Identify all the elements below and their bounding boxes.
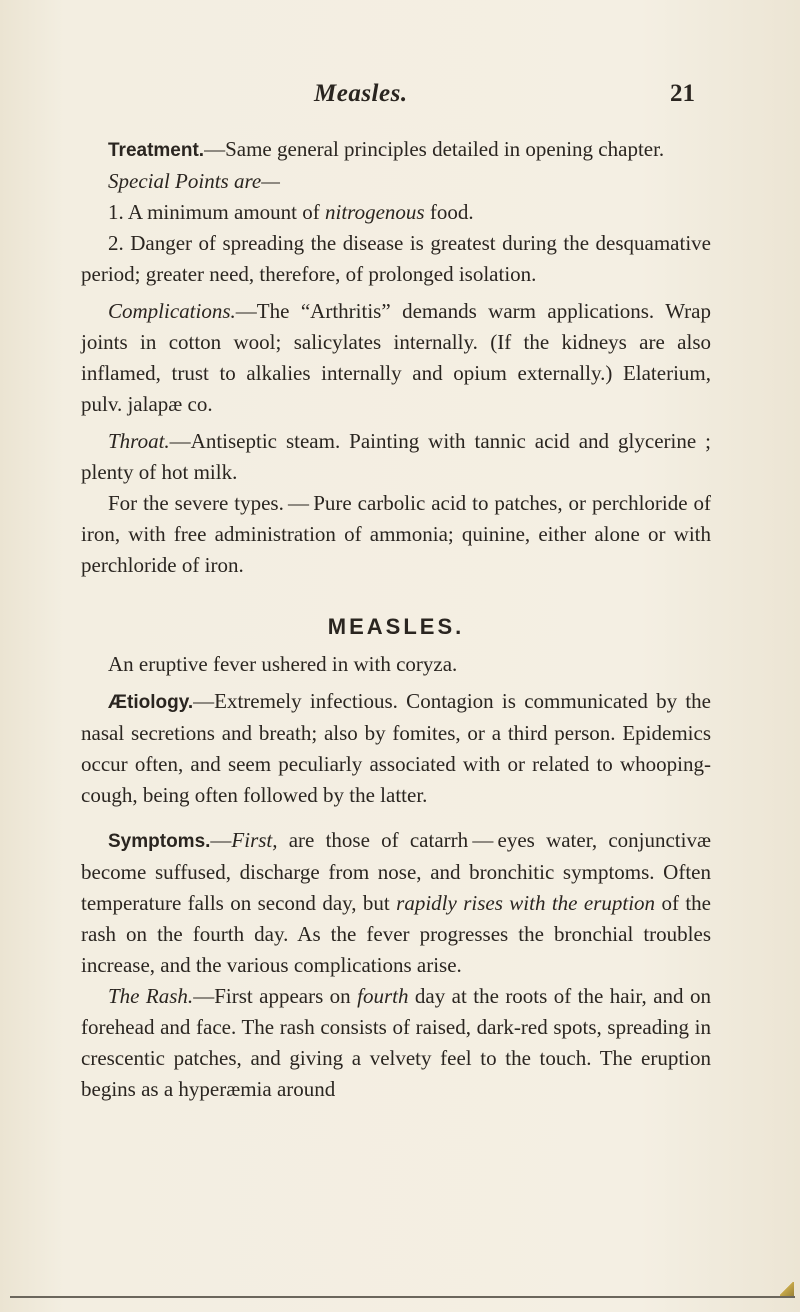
section-heading-measles: MEASLES. (327, 614, 465, 639)
aetiology-paragraph (81, 686, 711, 811)
definition-paragraph: An eruptive fever ushered in with coryza. (108, 652, 458, 676)
throat-paragraph (81, 426, 711, 488)
point-1-emphasis: nitrogenous (325, 200, 425, 224)
body-text (81, 134, 711, 1105)
throat-label: Throat. (108, 429, 170, 453)
symptoms-text-1: are those of catarrh — eyes water, conjunctivæ become suffused, discharge from nose, and bronchitic symptoms. Often temperature falls on second day, but (81, 828, 711, 915)
symptoms-text-2: of the rash on the fourth day. As the fever progresses the bronchial troubles increase, and the various complications arise. (81, 891, 711, 977)
aetiology-text: —Extremely infectious. Contagion is communicated by the nasal secretions and breath; also by fomites, or a third person. Epidemics occur often, and seem peculiarly associated with or related to whooping-cough, being often followed by the latter. (81, 689, 711, 807)
page-corner-mark (780, 1282, 794, 1296)
complications-paragraph (81, 296, 711, 420)
special-points-label: Special Points are— (108, 169, 280, 193)
symptoms-paragraph (81, 825, 711, 981)
treatment-text: —Same general principles detailed in opening chapter. (204, 137, 665, 161)
symptoms-emphasis: rapidly rises with the eruption (396, 891, 656, 915)
symptoms-dash: — (210, 828, 232, 852)
aetiology-lead: Ætiology. (108, 692, 194, 713)
treatment-lead: Treatment. (108, 140, 205, 161)
severe-types-paragraph: For the severe types. — Pure carbolic acid to patches, or perchloride of iron, with free administration of ammonia; quinine, either alone or with perchloride of iron. (81, 491, 711, 577)
point-1-text: 1. A minimum amount of (108, 200, 326, 224)
complications-label: Complications. (108, 299, 236, 323)
point-1-end: food. (424, 200, 474, 224)
point-2: 2. Danger of spreading the disease is greatest during the desquamative period; greater need, therefore, of prolonged isolation. (81, 231, 711, 286)
rash-text-1: —First appears on (193, 984, 358, 1008)
running-head-title: Measles. (314, 80, 408, 107)
rash-label: The Rash. (108, 984, 194, 1008)
treatment-paragraph (81, 134, 711, 166)
rash-emphasis: fourth (357, 984, 409, 1008)
symptoms-lead: Symptoms. (108, 831, 211, 852)
rash-paragraph (81, 981, 711, 1105)
bottom-rule (10, 1296, 795, 1298)
point-1 (81, 197, 711, 228)
page-number: 21 (670, 80, 695, 107)
symptoms-first: First, (231, 828, 278, 852)
rash-text-2: day at the roots of the hair, and on forehead and face. The rash consists of raised, dark-red spots, spreading in crescentic patches, and giving a velvety feel to the touch. The eruption begins as a hyperæmia around (81, 984, 711, 1101)
running-head (0, 80, 800, 120)
throat-text: —Antiseptic steam. Painting with tannic acid and glycerine ; plenty of hot milk. (81, 429, 711, 484)
complications-text: —The “Arthritis” demands warm applications. Wrap joints in cotton wool; salicylates internally. (If the kidneys are also inflamed, trust to alkalies internally and opium externally.) Elaterium, pulv. jalapæ co. (81, 299, 711, 416)
